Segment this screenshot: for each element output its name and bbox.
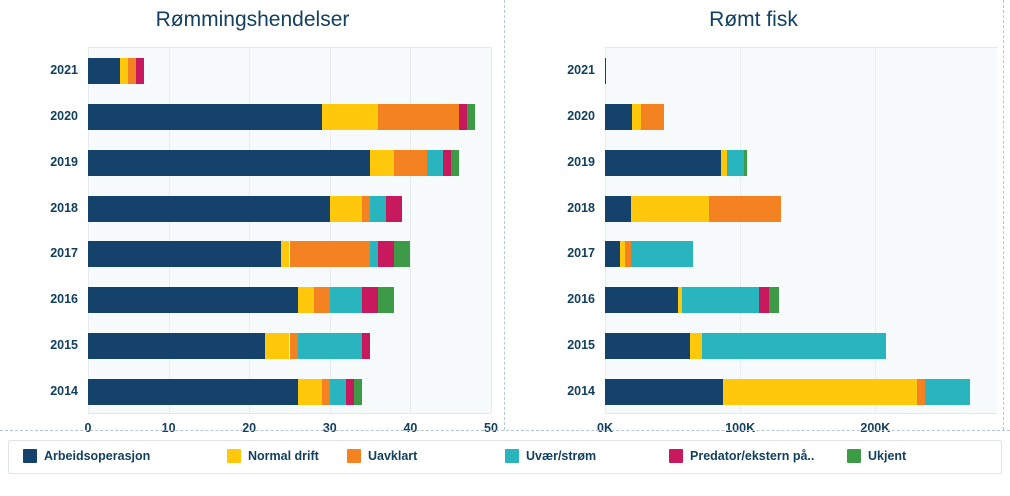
bar-segment[interactable]	[459, 104, 467, 130]
bar-segment[interactable]	[631, 241, 693, 267]
y-axis-tick-label: 2016	[50, 292, 78, 307]
x-axis-tick-label: 10	[161, 421, 176, 435]
bar-segment[interactable]	[88, 379, 298, 405]
bar-segment[interactable]	[362, 287, 378, 313]
bar-segment[interactable]	[631, 196, 709, 222]
legend-item-label: Arbeidsoperasjon	[44, 449, 151, 463]
bar-segment[interactable]	[727, 150, 745, 176]
legend-item-label: Normal drift	[248, 449, 319, 463]
legend-swatch-icon	[227, 449, 241, 463]
legend-item-label: Predator/ekstern på..	[690, 449, 815, 463]
bar-segment[interactable]	[632, 104, 641, 130]
bar-segment[interactable]	[723, 379, 918, 405]
bar-segment[interactable]	[378, 241, 394, 267]
y-axis-tick-label: 2017	[567, 246, 595, 261]
plot-area-left	[88, 47, 491, 414]
bar-segment[interactable]	[605, 58, 606, 84]
bar-segment[interactable]	[354, 379, 362, 405]
bar-segment[interactable]	[605, 150, 721, 176]
legend-swatch-icon	[669, 449, 683, 463]
legend-item[interactable]	[505, 449, 596, 463]
y-axis-tick-label: 2018	[567, 200, 595, 215]
y-axis-tick-label: 2017	[50, 246, 78, 261]
y-axis-tick-label: 2020	[50, 108, 78, 123]
bar-segment[interactable]	[136, 58, 144, 84]
bar-segment[interactable]	[467, 104, 475, 130]
bar-segment[interactable]	[88, 196, 330, 222]
panel-divider	[504, 0, 505, 430]
chart-title-left: Rømmingshendelser	[155, 8, 350, 31]
y-axis-tick-label: 2014	[50, 384, 78, 399]
legend-item-label: Uavklart	[368, 449, 418, 463]
bar-segment[interactable]	[330, 379, 346, 405]
x-gridline	[491, 48, 492, 413]
legend-swatch-icon	[347, 449, 361, 463]
bar-segment[interactable]	[120, 58, 128, 84]
bar-segment[interactable]	[346, 379, 354, 405]
x-axis-tick-label: 0	[84, 421, 92, 435]
y-axis-tick-label: 2019	[50, 154, 78, 169]
bar-segment[interactable]	[394, 241, 410, 267]
bar-segment[interactable]	[88, 104, 322, 130]
bar-segment[interactable]	[917, 379, 925, 405]
bar-segment[interactable]	[605, 379, 723, 405]
bar-segment[interactable]	[88, 150, 370, 176]
x-gridline	[410, 48, 411, 413]
x-axis-tick-label: 20	[242, 421, 257, 435]
chart-panel-romt-fisk	[505, 0, 1002, 435]
legend-item[interactable]	[23, 449, 150, 463]
chart-legend	[8, 440, 1002, 474]
bar-segment[interactable]	[330, 196, 362, 222]
bar-segment[interactable]	[88, 333, 265, 359]
bar-segment[interactable]	[370, 196, 386, 222]
y-axis-tick-label: 2015	[50, 338, 78, 353]
bar-segment[interactable]	[265, 333, 289, 359]
bar-segment[interactable]	[682, 287, 759, 313]
x-axis-tick-label: 100K	[725, 421, 756, 435]
bar-segment[interactable]	[759, 287, 768, 313]
bar-segment[interactable]	[443, 150, 451, 176]
bar-segment[interactable]	[314, 287, 330, 313]
bar-segment[interactable]	[427, 150, 443, 176]
legend-swatch-icon	[847, 449, 861, 463]
bar-segment[interactable]	[605, 241, 620, 267]
plot-area-right	[605, 47, 997, 414]
x-axis-tick-label: 0K	[597, 421, 613, 435]
bar-segment[interactable]	[769, 287, 780, 313]
x-axis-tick-label: 50	[484, 421, 498, 435]
bar-segment[interactable]	[322, 379, 330, 405]
bar-segment[interactable]	[88, 287, 298, 313]
bar-segment[interactable]	[128, 58, 136, 84]
y-axis-tick-label: 2021	[50, 62, 78, 77]
y-axis-tick-label: 2020	[567, 108, 595, 123]
bar-segment[interactable]	[451, 150, 459, 176]
bar-segment[interactable]	[702, 333, 886, 359]
chart-title-right: Rømt fisk	[709, 8, 798, 31]
x-axis-tick-label: 30	[322, 421, 337, 435]
bar-segment[interactable]	[605, 287, 678, 313]
bar-segment[interactable]	[605, 333, 690, 359]
y-axis-tick-label: 2019	[567, 154, 595, 169]
legend-swatch-icon	[505, 449, 519, 463]
bar-segment[interactable]	[362, 333, 370, 359]
bar-segment[interactable]	[88, 241, 281, 267]
bar-segment[interactable]	[378, 104, 459, 130]
x-axis-tick-label: 200K	[860, 421, 891, 435]
y-axis-tick-label: 2016	[567, 292, 595, 307]
y-axis-tick-label: 2018	[50, 200, 78, 215]
bar-segment[interactable]	[298, 379, 322, 405]
bar-segment[interactable]	[386, 196, 402, 222]
y-axis-tick-label: 2015	[567, 338, 595, 353]
bar-segment[interactable]	[88, 58, 120, 84]
legend-item[interactable]	[347, 449, 417, 463]
legend-item[interactable]	[227, 449, 319, 463]
bar-segment[interactable]	[925, 379, 970, 405]
bar-segment[interactable]	[322, 104, 378, 130]
bar-segment[interactable]	[370, 150, 394, 176]
legend-item-label: Ukjent	[868, 449, 907, 463]
bar-segment[interactable]	[641, 104, 664, 130]
bar-segment[interactable]	[290, 333, 298, 359]
x-axis-tick-label: 40	[403, 421, 418, 435]
bar-segment[interactable]	[394, 150, 426, 176]
legend-swatch-icon	[23, 449, 37, 463]
bar-segment[interactable]	[298, 287, 314, 313]
bar-segment[interactable]	[281, 241, 289, 267]
y-axis-tick-label: 2021	[567, 62, 595, 77]
legend-item[interactable]	[669, 449, 814, 463]
chart-panel-rommingshendelser	[0, 0, 505, 435]
y-axis-tick-label: 2014	[567, 384, 595, 399]
bar-segment[interactable]	[690, 333, 702, 359]
legend-item-label: Uvær/strøm	[526, 449, 597, 463]
bar-segment[interactable]	[298, 333, 362, 359]
bar-segment[interactable]	[605, 104, 632, 130]
bar-segment[interactable]	[709, 196, 781, 222]
legend-divider	[0, 430, 1010, 431]
bar-segment[interactable]	[362, 196, 370, 222]
right-margin	[1004, 0, 1010, 430]
bar-segment[interactable]	[290, 241, 371, 267]
bar-segment[interactable]	[370, 241, 378, 267]
bar-segment[interactable]	[330, 287, 362, 313]
bar-segment[interactable]	[378, 287, 394, 313]
bar-segment[interactable]	[605, 196, 631, 222]
legend-item[interactable]	[847, 449, 906, 463]
bar-segment[interactable]	[744, 150, 747, 176]
